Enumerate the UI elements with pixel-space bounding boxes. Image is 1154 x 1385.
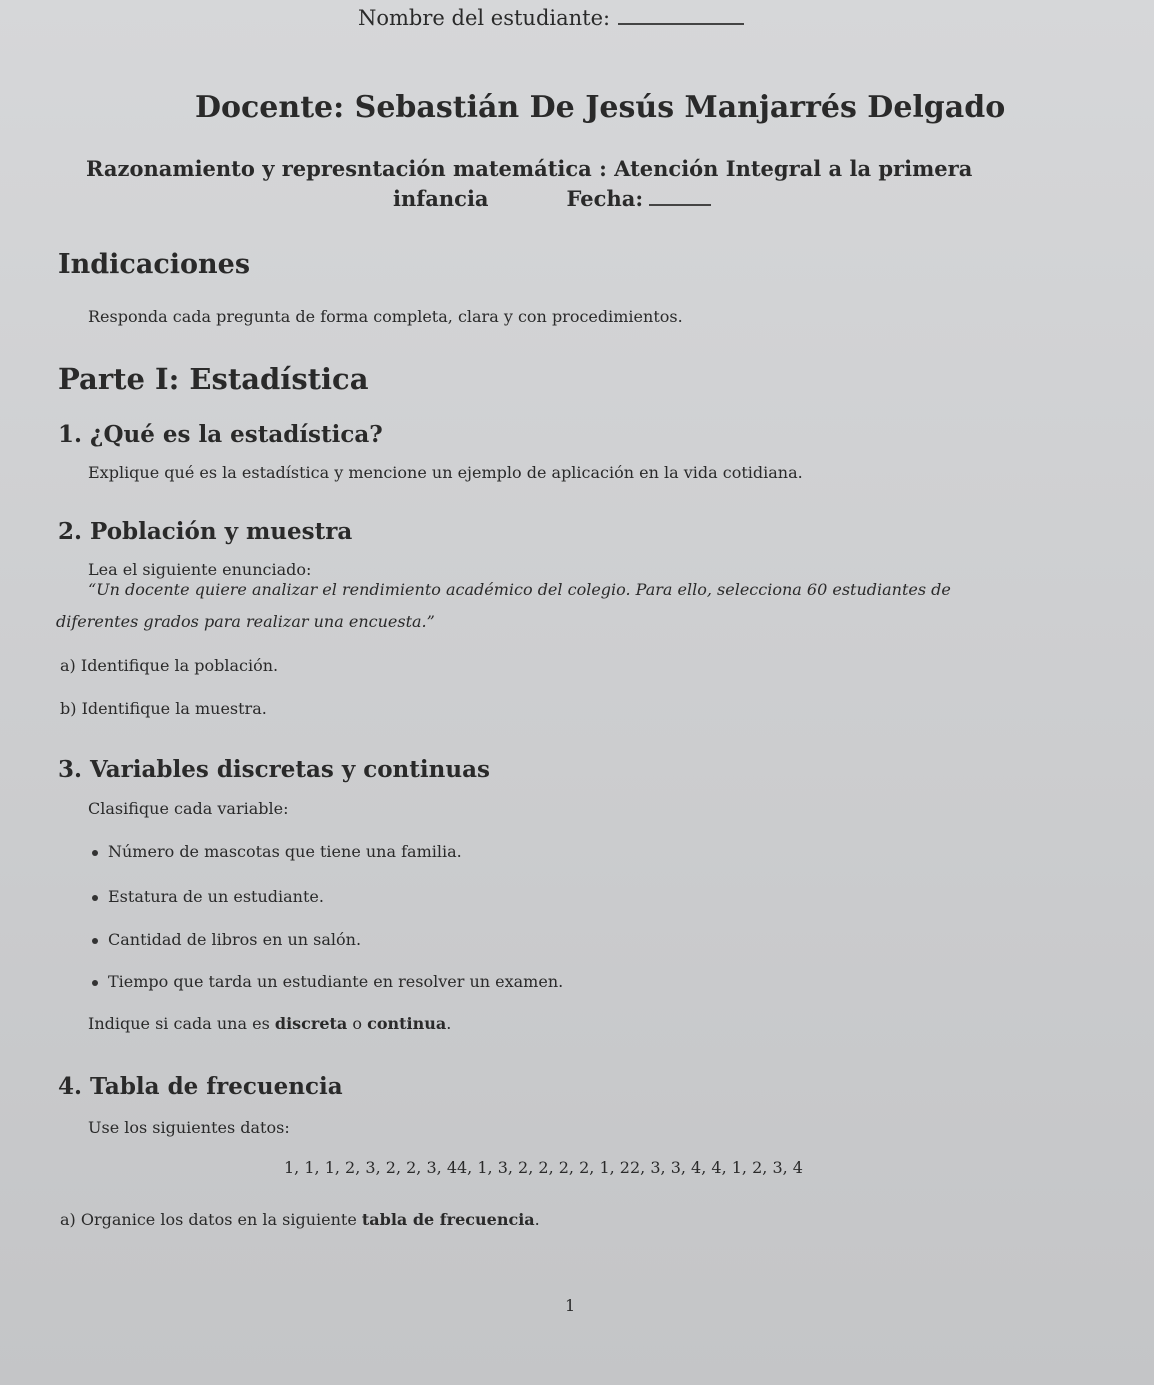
part1-heading: Parte I: Estadística <box>58 362 369 396</box>
course-title-line1: Razonamiento y represntación matemática : Atención Integral a la primera <box>86 156 973 181</box>
q2-heading: 2. Población y muestra <box>58 518 353 545</box>
q3-bullet-item: Estatura de un estudiante. <box>92 887 324 906</box>
student-name-label: Nombre del estudiante: <box>358 6 611 30</box>
q2-quote-line1: “Un docente quiere analizar el rendimiento académico del colegio. Para ello, selecciona 60 estudiantes de <box>88 580 951 599</box>
q3-note-discreta: discreta <box>274 1014 348 1033</box>
date-blank <box>649 204 711 206</box>
course-title-infancia: infancia <box>393 186 489 211</box>
q4-item-a: a) Organice los datos en la siguiente tabla de frecuencia. <box>60 1210 540 1229</box>
q3-heading: 3. Variables discretas y continuas <box>58 756 490 783</box>
q3-bullet-item: Tiempo que tarda un estudiante en resolver un examen. <box>92 972 563 991</box>
teacher-heading: Docente: Sebastián De Jesús Manjarrés Delgado <box>195 90 1006 125</box>
student-name-blank <box>618 23 744 25</box>
q1-heading: 1. ¿Qué es la estadística? <box>58 421 383 448</box>
date-label: Fecha: <box>566 186 644 211</box>
bullet-dot-icon <box>92 895 98 901</box>
q2-quote-line2: diferentes grados para realizar una encuesta.” <box>56 612 435 631</box>
q3-bullet-item: Cantidad de libros en un salón. <box>92 930 361 949</box>
q3-intro: Clasifique cada variable: <box>88 799 289 818</box>
q4-data-values: 1, 1, 1, 2, 3, 2, 2, 3, 44, 1, 3, 2, 2, 2, 2, 1, 22, 3, 3, 4, 4, 1, 2, 3, 4 <box>284 1158 803 1177</box>
q2-item-b: b) Identifique la muestra. <box>60 699 267 718</box>
q3-note: Indique si cada una es discreta o continua. <box>88 1014 452 1033</box>
page-number: 1 <box>565 1296 576 1315</box>
course-title-line2 <box>393 186 711 211</box>
q2-intro: Lea el siguiente enunciado: <box>88 560 312 579</box>
student-name-line <box>358 6 744 30</box>
q1-text: Explique qué es la estadística y mencione un ejemplo de aplicación en la vida cotidiana. <box>88 463 803 482</box>
q4-intro: Use los siguientes datos: <box>88 1118 290 1137</box>
indicaciones-text: Responda cada pregunta de forma completa, clara y con procedimientos. <box>88 307 683 326</box>
q2-item-a: a) Identifique la población. <box>60 656 279 675</box>
q3-bullet-item: Número de mascotas que tiene una familia. <box>92 842 462 861</box>
q3-note-continua: continua <box>367 1014 447 1033</box>
bullet-dot-icon <box>92 850 98 856</box>
indicaciones-heading: Indicaciones <box>58 249 251 280</box>
q4-heading: 4. Tabla de frecuencia <box>58 1073 343 1100</box>
q4-frequency-table-term: tabla de frecuencia <box>361 1210 535 1229</box>
bullet-dot-icon <box>92 980 98 986</box>
bullet-dot-icon <box>92 938 98 944</box>
